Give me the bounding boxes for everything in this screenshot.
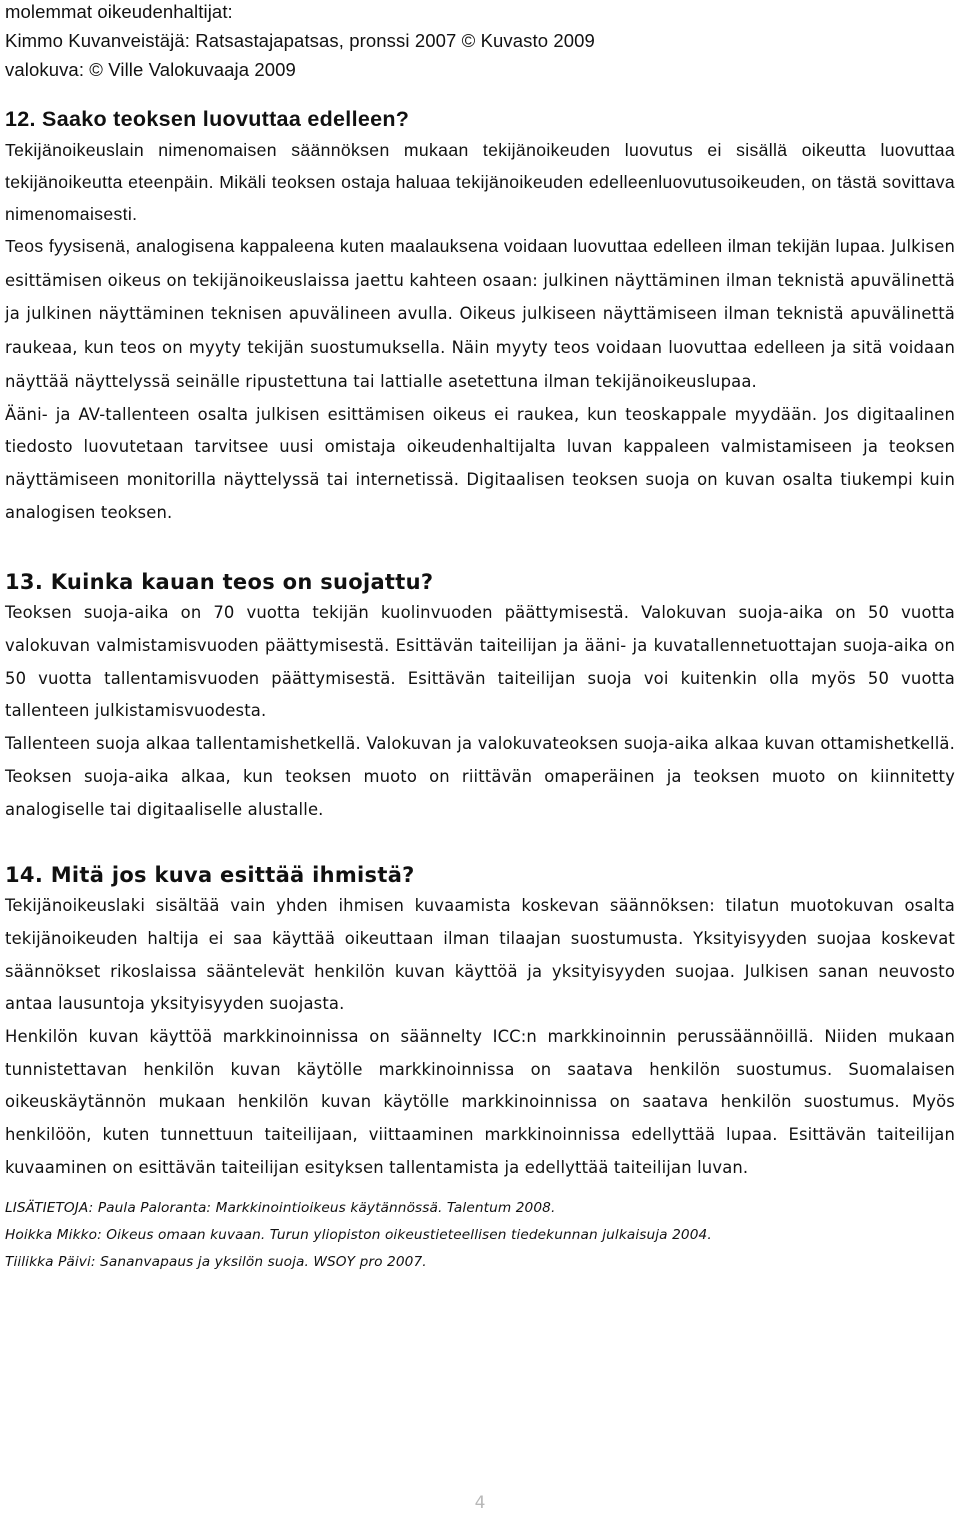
section-14-body [5,890,955,1184]
section-13-title: 13. Kuinka kauan teos on suojattu? [5,570,434,595]
references-block [5,1195,955,1276]
section-14-para-2: Henkilön kuvan käyttöä markkinoinnissa on säännelty ICC:n markkinoinnin perussäännöillä. Niiden mukaan tunnistettavan henkilön kuvan käytölle markkinoinnissa on saatava henkilön suostumus. Suomalaisen oikeuskäytännön mukaan henkilön kuvan käytölle markkinoinnissa on saatava henkilön suostumus. Myös henkilöön, kuten tunnettuun taiteilijaan, viittaaminen markkinoinnissa edellyttää lupaa. Esittävän taiteilijan kuvaaminen on esittävän taiteilijan esityksen tallentamista ja edellyttää taiteilijan luvan. [5,1027,955,1177]
reference-item: Hoikka Mikko: Oikeus omaan kuvaan. Turun yliopiston oikeustieteellisen tiedekunnan julkaisuja 2004. [5,1226,712,1243]
section-14-para-1: Tekijänoikeuslaki sisältää vain yhden ihmisen kuvaamista koskevan säännöksen: tilatun muotokuvan osalta tekijänoikeuden haltija ei saa käyttää oikeuttaan ilman tilaajan suostumusta. Yksityisyyden suojaa koskevat säännökset rikoslaissa sääntelevät henkilön kuvan käyttöä ja yksityisyyden suojaa. Julkisen sanan neuvosto antaa lausuntoja yksityisyyden suojasta. [5,896,955,1014]
photo-credit-line: valokuva: © Ville Valokuvaaja 2009 [5,59,296,80]
section-13-para-1: Teoksen suoja-aika on 70 vuotta tekijän kuolinvuoden päättymisestä. Valokuvan suoja-aika on 50 vuotta valokuvan valmistamisvuoden päättymisestä. Esittävän taiteilijan ja ääni- ja kuvatallennetuottajan suoja-aika on 50 vuotta tallentamisvuoden päättymisestä. Esittävän taiteilijan suoja voi kuitenkin olla myös 50 vuotta tallenteen julkistamisvuodesta. [5,603,955,721]
section-12-para-2 [5,230,955,399]
section-12-body [5,134,955,529]
section-13-body [5,597,955,826]
section-12-para-3: Ääni- ja AV-tallenteen osalta julkisen esittämisen oikeus ei raukea, kun teoskappale myydään. Jos digitaalinen tiedosto luovutetaan tarvitsee uusi omistaja oikeudenhaltijalta luvan kappaleen valmistamiseen ja teoksen näyttämiseen monitorilla näyttelyssä tai internetissä. Digitaalisen teoksen suoja on kuvan osalta tiukempi kuin analogisen teoksen. [5,404,955,522]
reference-item: Tiilikka Päivi: Sananvapaus ja yksilön suoja. WSOY pro 2007. [5,1253,427,1270]
rights-holders-heading: molemmat oikeudenhaltijat: [5,1,233,22]
section-12-para-2-start: Teos fyysisenä, analogisena kappaleena kuten maalauksena voidaan luovuttaa edelleen ilman tekijän lupaa. [5,236,886,256]
section-14-title: 14. Mitä jos kuva esittää ihmistä? [5,863,415,888]
rights-holders-block [5,0,955,84]
reference-item: LISÄTIETOJA: Paula Paloranta: Markkinointioikeus käytännössä. Talentum 2008. [5,1199,556,1216]
document-page [5,0,955,1276]
work-credit-line: Kimmo Kuvanveistäjä: Ratsastajapatsas, pronssi 2007 © Kuvasto 2009 [5,30,595,51]
section-12-para-2-rest: Julkisen esittämisen oikeus on tekijänoikeuslaissa jaettu kahteen osaan: julkinen näyttäminen ilman teknistä apuvälinettä ja julkinen näyttäminen teknisen apuvälineen avulla. Oikeus julkiseen näyttämiseen ilman teknistä apuvälinettä raukeaa, kun teos on myyty tekijän suostumuksella. Näin myyty teos voidaan luovuttaa edelleen ja sitä voidaan näyttää näyttelyssä seinälle ripustettuna tai lattialle asetettuna ilman tekijänoikeuslupaa. [5,237,955,391]
page-number: 4 [474,1493,486,1513]
section-13-para-2: Tallenteen suoja alkaa tallentamishetkellä. Valokuvan ja valokuvateoksen suoja-aika alkaa kuvan ottamishetkellä. Teoksen suoja-aika alkaa, kun teoksen muoto on riittävän omaperäinen ja teoksen muoto on kiinnitetty analogiselle tai digitaaliselle alustalle. [5,734,955,819]
section-12-title: 12. Saako teoksen luovuttaa edelleen? [5,107,410,131]
section-12-para-1: Tekijänoikeuslain nimenomaisen säännöksen mukaan tekijänoikeuden luovutus ei sisällä oikeutta luovuttaa tekijänoikeutta eteenpäin. Mikäli teoksen ostaja haluaa tekijänoikeuden edelleenluovutusoikeuden, on tästä sovittava nimenomaisesti. [5,140,955,224]
